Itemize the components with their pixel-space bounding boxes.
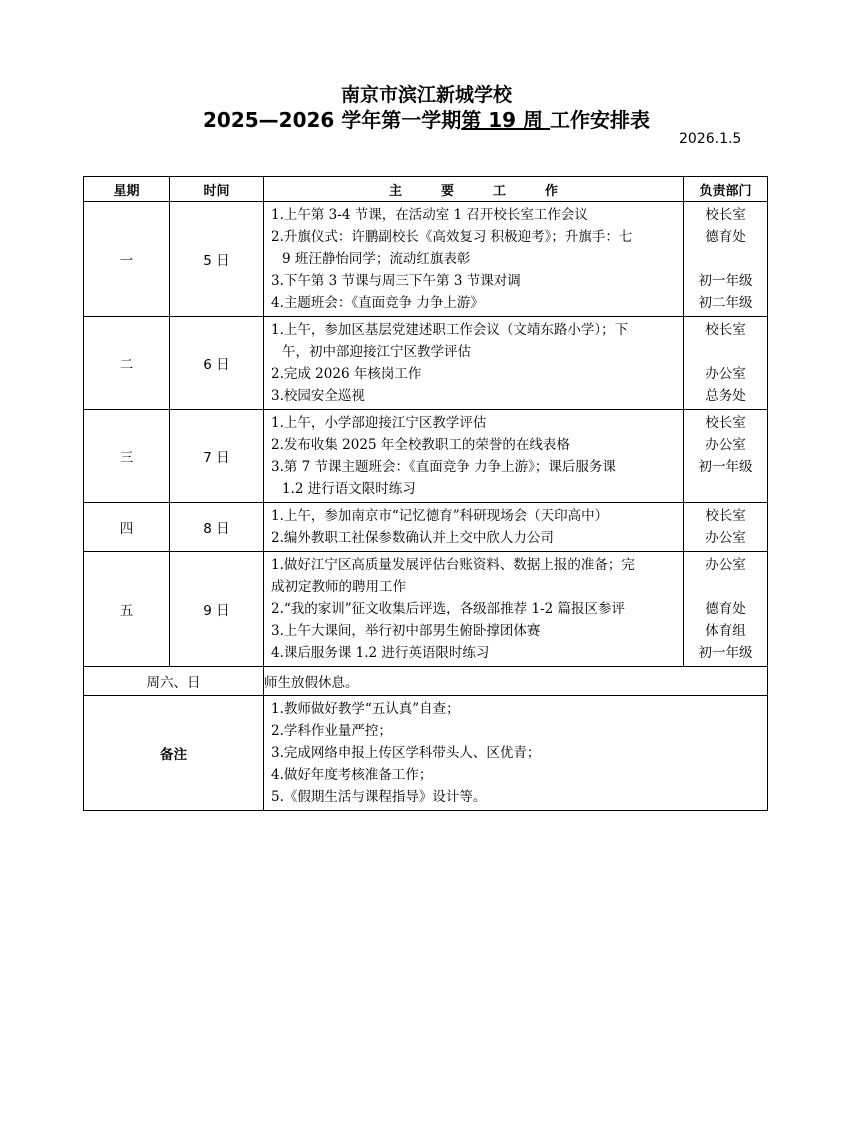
weekday-cell: 二 <box>84 317 170 410</box>
dept-name: 校长室 <box>705 415 746 431</box>
date-cell: 5 日 <box>170 202 264 317</box>
dept-cell <box>684 317 768 410</box>
title-week: 第 19 周 <box>461 108 551 132</box>
dept-name: 初一年级 <box>698 273 753 289</box>
work-item <box>264 505 683 527</box>
dept-name: 初一年级 <box>698 459 753 475</box>
work-items-cell <box>264 202 684 317</box>
notes-row <box>84 696 768 811</box>
date-cell: 7 日 <box>170 410 264 503</box>
dept-name: 初二年级 <box>698 295 753 311</box>
dept-spacer <box>684 248 767 270</box>
table-row <box>84 503 768 552</box>
work-item-text: 1.做好江宁区高质量发展评估台账资料、数据上报的准备；完 <box>271 557 635 573</box>
weekday-cell: 四 <box>84 503 170 552</box>
schedule-table <box>83 176 768 811</box>
dept-name: 体育组 <box>705 623 746 639</box>
work-item-text: 3.下午第 3 节课与周三下午第 3 节课对调 <box>271 273 521 289</box>
note-item: 2.学科作业量严控； <box>271 723 392 739</box>
dept-name: 总务处 <box>705 388 746 404</box>
note-item: 3.完成网络申报上传区学科带头人、区优青； <box>271 745 541 761</box>
dept-name: 校长室 <box>705 508 746 524</box>
weekend-label: 周六、日 <box>84 667 264 696</box>
work-item <box>264 598 683 620</box>
work-item-text: 1.上午，参加区基层党建述职工作会议（文靖东路小学）；下 <box>271 322 629 338</box>
work-items-cell <box>264 410 684 503</box>
weekday-cell: 五 <box>84 552 170 667</box>
date-cell: 9 日 <box>170 552 264 667</box>
work-items-cell <box>264 552 684 667</box>
work-item-text: 2.发布收集 2025 年全校教职工的荣誉的在线表格 <box>271 437 570 453</box>
work-items-cell <box>264 317 684 410</box>
notes-label: 备注 <box>84 696 264 811</box>
dept-name: 德育处 <box>705 229 746 245</box>
work-item <box>264 456 683 500</box>
work-item <box>264 270 683 292</box>
dept-name: 办公室 <box>705 437 746 453</box>
work-item-text: 2.完成 2026 年核岗工作 <box>271 366 422 382</box>
weekday-cell: 一 <box>84 202 170 317</box>
work-item <box>264 292 683 314</box>
work-item-text: 2.编外教职工社保参数确认并上交中欣人力公司 <box>271 530 554 546</box>
work-item-continuation: 成初定教师的聘用工作 <box>271 579 406 595</box>
dept-name: 初一年级 <box>698 645 753 661</box>
notes-content <box>264 696 768 811</box>
work-item <box>264 363 683 385</box>
work-item-continuation: 9 班汪静怡同学；流动红旗表彰 <box>282 251 471 267</box>
schedule-title <box>0 104 853 133</box>
work-item-text: 3.上午大课间，举行初中部男生俯卧撑团体赛 <box>271 623 541 639</box>
dept-name: 校长室 <box>705 322 746 338</box>
weekend-row <box>84 667 768 696</box>
note-item: 1.教师做好教学“五认真”自查； <box>271 701 460 717</box>
date-cell: 8 日 <box>170 503 264 552</box>
dept-cell <box>684 552 768 667</box>
work-item <box>264 204 683 226</box>
note-item: 4.做好年度考核准备工作； <box>271 767 433 783</box>
dept-spacer <box>684 478 767 500</box>
title-prefix: 2025—2026 学年第一学期 <box>202 108 462 132</box>
dept-spacer <box>684 576 767 598</box>
work-item <box>264 412 683 434</box>
work-item <box>264 434 683 456</box>
work-item-text: 4.主题班会：《直面竞争 力争上游》 <box>271 295 484 311</box>
table-row <box>84 552 768 667</box>
work-items-cell <box>264 503 684 552</box>
note-item: 5.《假期生活与课程指导》设计等。 <box>271 789 487 805</box>
dept-name: 办公室 <box>705 557 746 573</box>
work-item-text: 4.课后服务课 1.2 进行英语限时练习 <box>271 645 490 661</box>
table-row <box>84 202 768 317</box>
table-row <box>84 410 768 503</box>
header-dept: 负责部门 <box>684 177 768 202</box>
work-item-continuation: 午，初中部迎接江宁区教学评估 <box>282 344 471 360</box>
work-item-text: 1.上午第 3-4 节课，在活动室 1 召开校长室工作会议 <box>271 207 588 223</box>
school-name: 南京市滨江新城学校 <box>340 84 512 106</box>
issue-date: 2026.1.5 <box>679 131 742 147</box>
work-item-text: 1.上午，参加南京市“记忆德育”科研现场会（天印高中） <box>271 508 609 524</box>
dept-name: 办公室 <box>705 366 746 382</box>
work-item-text: 1.上午，小学部迎接江宁区教学评估 <box>271 415 487 431</box>
work-item <box>264 226 683 270</box>
dept-name: 校长室 <box>705 207 746 223</box>
dept-cell <box>684 202 768 317</box>
work-item <box>264 642 683 664</box>
work-item-text: 2.升旗仪式：许鹏副校长《高效复习 积极迎考》；升旗手：七 <box>271 229 633 245</box>
table-header-row <box>84 177 768 202</box>
work-item-text: 3.校园安全巡视 <box>271 388 365 404</box>
date-cell: 6 日 <box>170 317 264 410</box>
dept-name: 德育处 <box>705 601 746 617</box>
work-item <box>264 385 683 407</box>
weekday-cell: 三 <box>84 410 170 503</box>
work-item <box>264 319 683 363</box>
work-item <box>264 620 683 642</box>
dept-spacer <box>684 341 767 363</box>
dept-name: 办公室 <box>705 530 746 546</box>
work-item-text: 3.第 7 节课主题班会：《直面竞争 力争上游》；课后服务课 <box>271 459 616 475</box>
header-main-work: 主 要 工 作 <box>264 177 684 202</box>
work-item-text: 2.“我的家训”征文收集后评选，各级部推荐 1-2 篇报区参评 <box>271 601 626 617</box>
work-item <box>264 527 683 549</box>
weekend-text: 师生放假休息。 <box>264 667 768 696</box>
header-time: 时间 <box>170 177 264 202</box>
work-item-continuation: 1.2 进行语文限时练习 <box>282 481 416 497</box>
table-row <box>84 317 768 410</box>
header-day: 星期 <box>84 177 170 202</box>
title-suffix: 工作安排表 <box>550 108 651 132</box>
dept-cell <box>684 410 768 503</box>
dept-cell <box>684 503 768 552</box>
work-item <box>264 554 683 598</box>
